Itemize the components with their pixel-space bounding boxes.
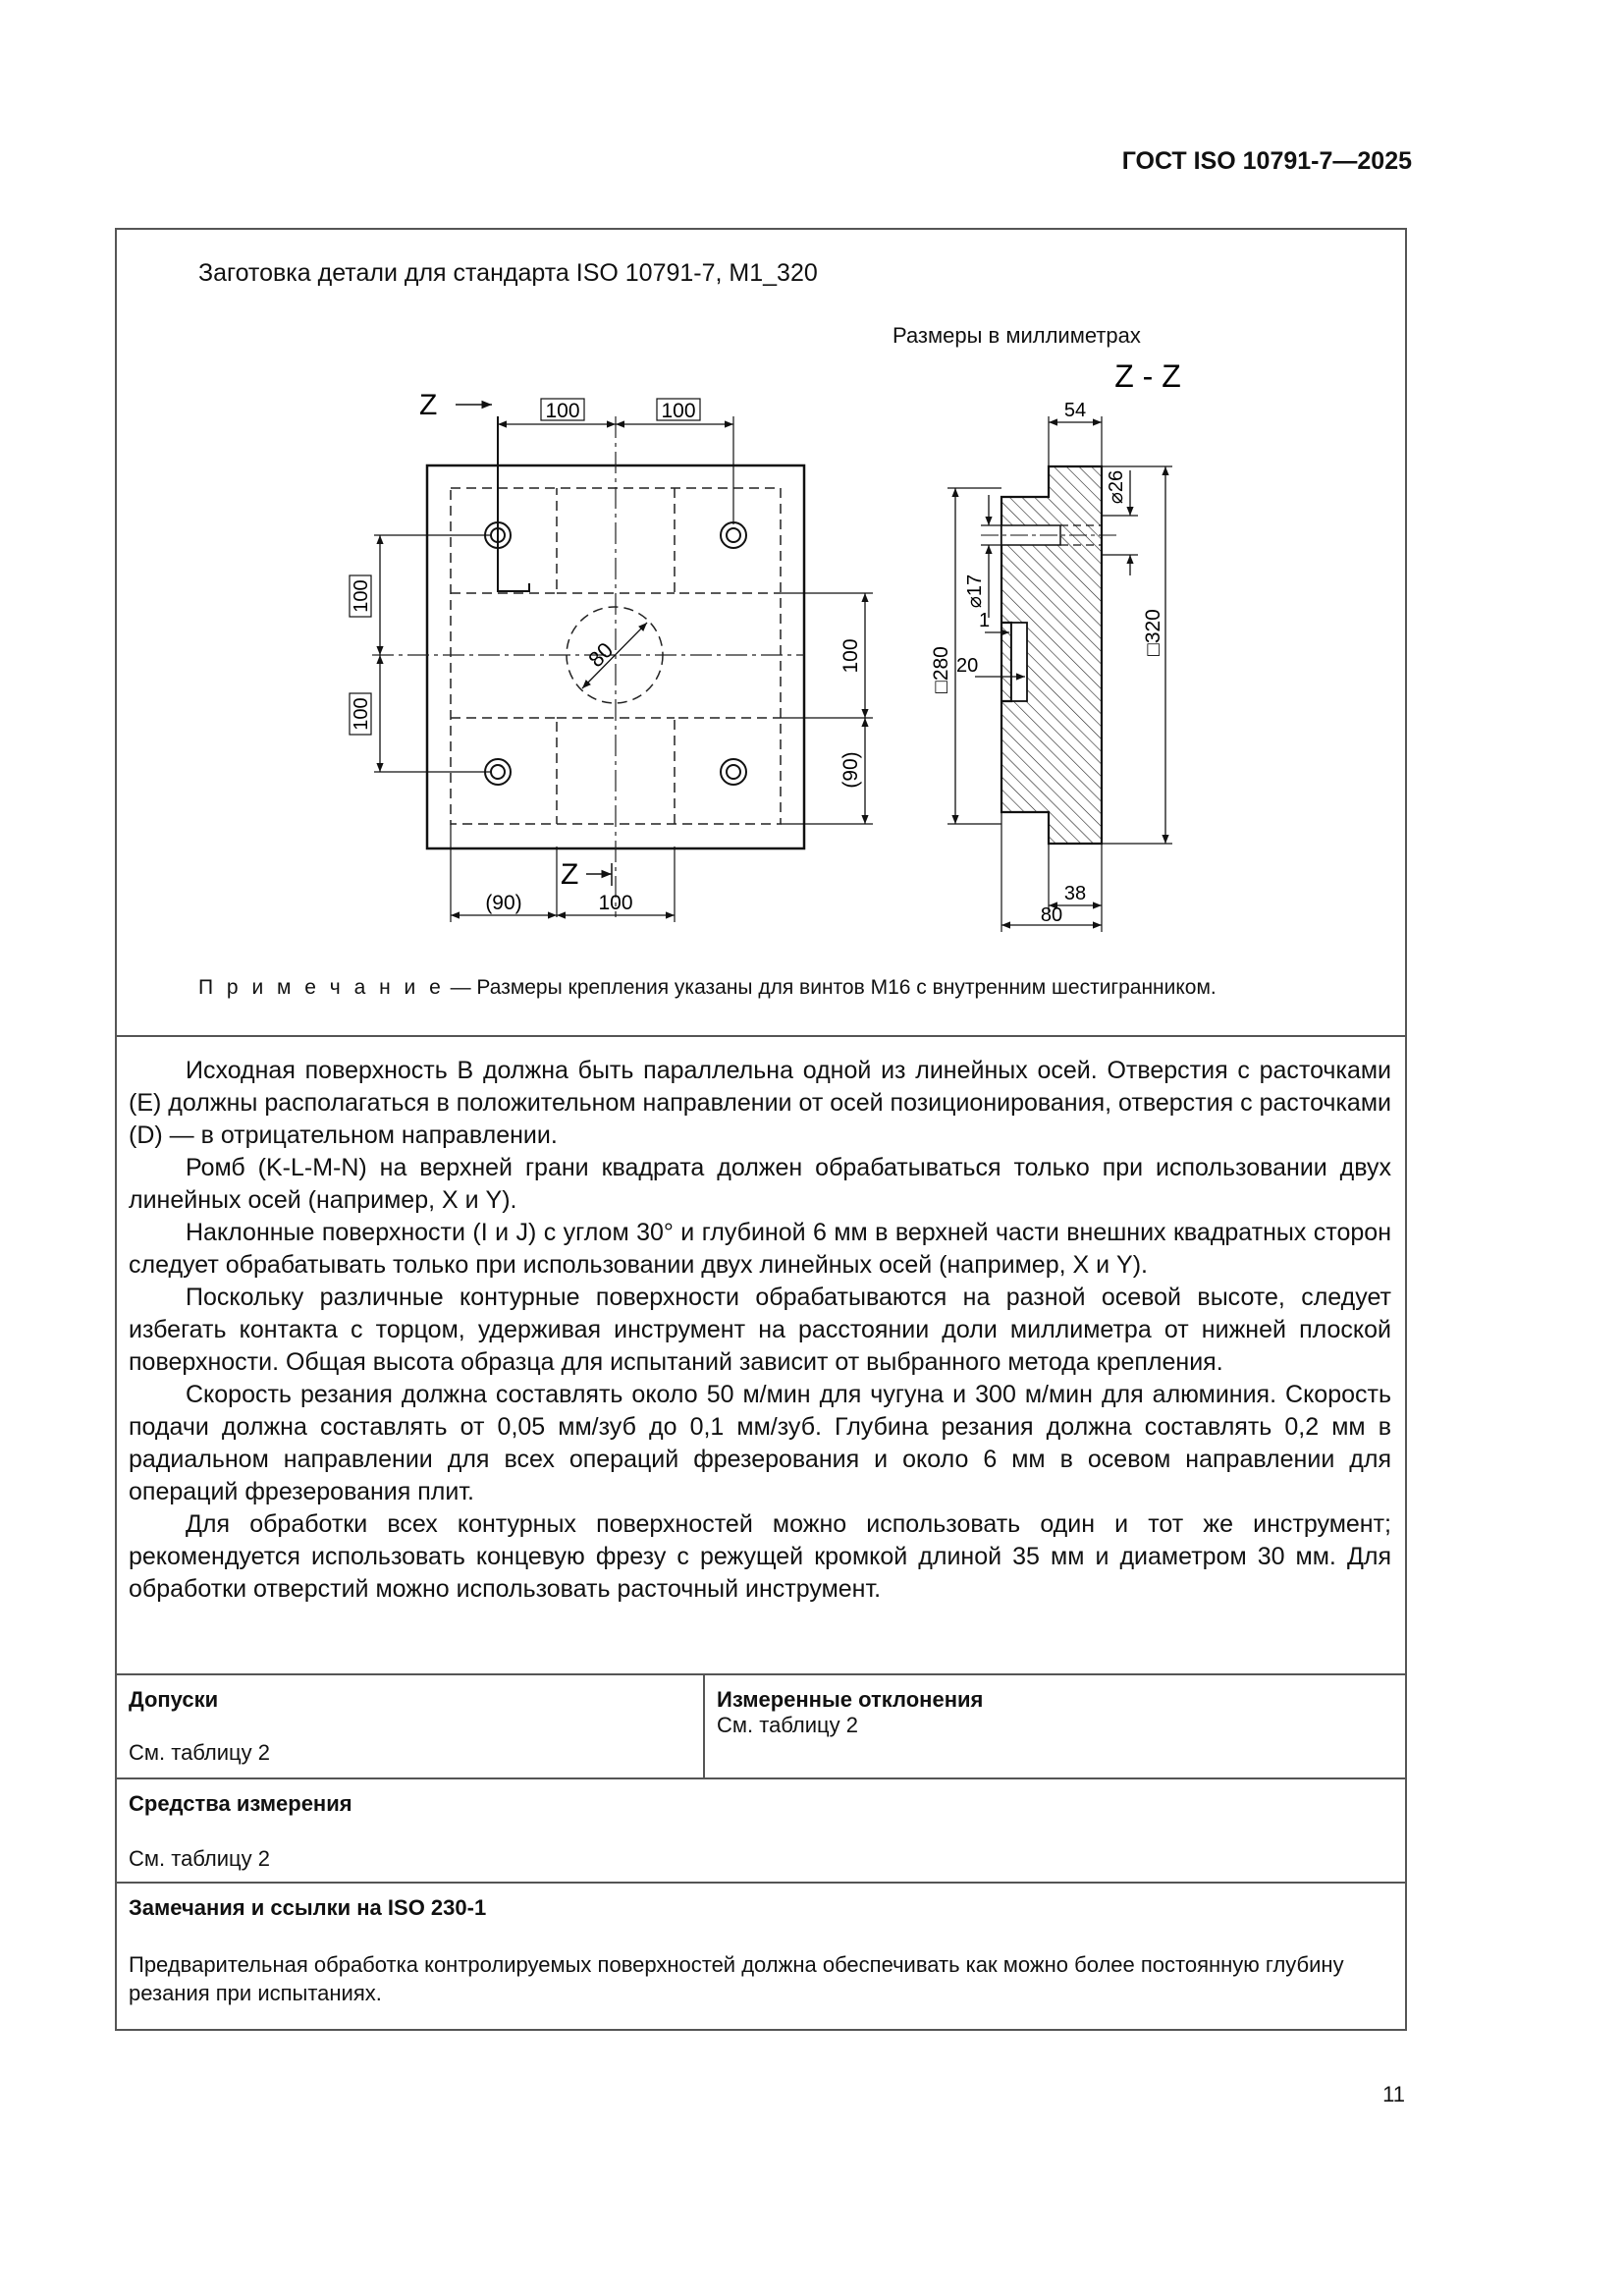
paragraph: Исходная поверхность B должна быть параллельна одной из линейных осей. Отверстия с расточками (E) должны располагаться в положительном направлении от осей позиционирования, отверстия с расточками (D) — в отрицательном направлении.: [129, 1057, 1391, 1149]
figure-note: [198, 976, 1217, 1000]
dim-bottom-right: 100: [598, 892, 633, 914]
dim-top-right: 100: [661, 400, 696, 422]
page-number: 11: [1382, 2082, 1405, 2106]
technical-drawing: [117, 230, 1405, 976]
paragraph: Скорость резания должна составлять около 50 м/мин для чугуна и 300 м/мин для алюминия. Скорость подачи должна составлять от 0,05 мм/зуб до 0,1 мм/зуб. Глубина резания должна составлять 0,2 мм в радиальном направлении для всех операций фрезерования и около 6 мм в осевом направлении для операций фрезерования плит.: [129, 1381, 1391, 1505]
dim-square-280: □280: [930, 646, 952, 693]
dim-right-upper: 100: [839, 638, 862, 674]
section-view: [930, 358, 1181, 932]
dim-square-320: □320: [1142, 609, 1164, 656]
dim-top-left: 100: [545, 400, 580, 422]
units-note: Размеры в миллиметрах: [893, 323, 1141, 348]
dim-dia-26: ⌀26: [1106, 469, 1127, 505]
divider: [117, 1673, 1405, 1675]
measured-value: См. таблицу 2: [717, 1713, 858, 1737]
divider: [117, 1882, 1405, 1884]
dim-left-upper: 100: [351, 579, 372, 613]
figure-area: [117, 230, 1405, 1035]
dim-right-lower: (90): [839, 751, 862, 789]
document-header: ГОСТ ISO 10791-7—2025: [1121, 147, 1412, 175]
dim-dia-17: ⌀17: [964, 574, 986, 609]
figure-title: Заготовка детали для стандарта ISO 10791-7, M1_320: [198, 259, 818, 287]
test-frame: [115, 228, 1407, 2031]
dim-width-top: 54: [1063, 400, 1087, 421]
paragraph: Наклонные поверхности (I и J) с углом 30° и глубиной 6 мм в верхней части внешних квадратных сторон следует обрабатывать только при использовании двух линейных осей (например, X и Y).: [129, 1219, 1391, 1279]
cut-mark-top: Z: [419, 389, 438, 421]
note-label: П р и м е ч а н и е: [198, 976, 445, 999]
measured-heading: Измеренные отклонения: [717, 1687, 984, 1712]
note-text: — Размеры крепления указаны для винтов M16 с внутренним шестигранником.: [444, 976, 1217, 999]
dim-left-lower: 100: [351, 697, 372, 731]
dim-step-1: 1: [979, 610, 991, 631]
paragraph: Ромб (K-L-M-N) на верхней грани квадрата должен обрабатываться только при использовании двух линейных осей (например, X и Y).: [129, 1154, 1391, 1214]
dim-step-20: 20: [956, 655, 979, 677]
divider: [117, 1035, 1405, 1037]
body-text: [129, 1055, 1391, 1606]
tolerances-heading: Допуски: [129, 1687, 219, 1712]
tolerances-value: См. таблицу 2: [129, 1740, 270, 1765]
cut-mark-bottom: Z: [561, 858, 579, 891]
dim-bottom-38: 38: [1063, 883, 1087, 904]
dim-bottom-80: 80: [1040, 904, 1063, 926]
section-label: Z - Z: [1114, 358, 1181, 394]
paragraph: Для обработки всех контурных поверхностей можно использовать один и тот же инструмент; рекомендуется использовать концевую фрезу с режущей кромкой длиной 35 мм и диаметром 30 мм. Для обработки отверстий можно использовать расточный инструмент.: [129, 1510, 1391, 1603]
dim-bottom-left: (90): [485, 892, 522, 914]
remarks-heading: Замечания и ссылки на ISO 230-1: [129, 1895, 487, 1920]
remarks-value: Предварительная обработка контролируемых поверхностей должна обеспечивать как можно более постоянную глубину резания при испытаниях.: [129, 1952, 1344, 2005]
dim-center-dia: 80: [583, 637, 619, 673]
divider: [117, 1777, 1405, 1779]
instruments-heading: Средства измерения: [129, 1791, 352, 1816]
column-divider: [703, 1673, 705, 1777]
paragraph: Поскольку различные контурные поверхности обрабатываются на разной осевой высоте, следует избегать контакта с торцом, удерживая инструмент на расстоянии доли миллиметра от нижней плоской поверхности. Общая высота образца для испытаний зависит от выбранного метода крепления.: [129, 1284, 1391, 1376]
plan-view: [350, 389, 873, 922]
instruments-value: См. таблицу 2: [129, 1846, 270, 1871]
